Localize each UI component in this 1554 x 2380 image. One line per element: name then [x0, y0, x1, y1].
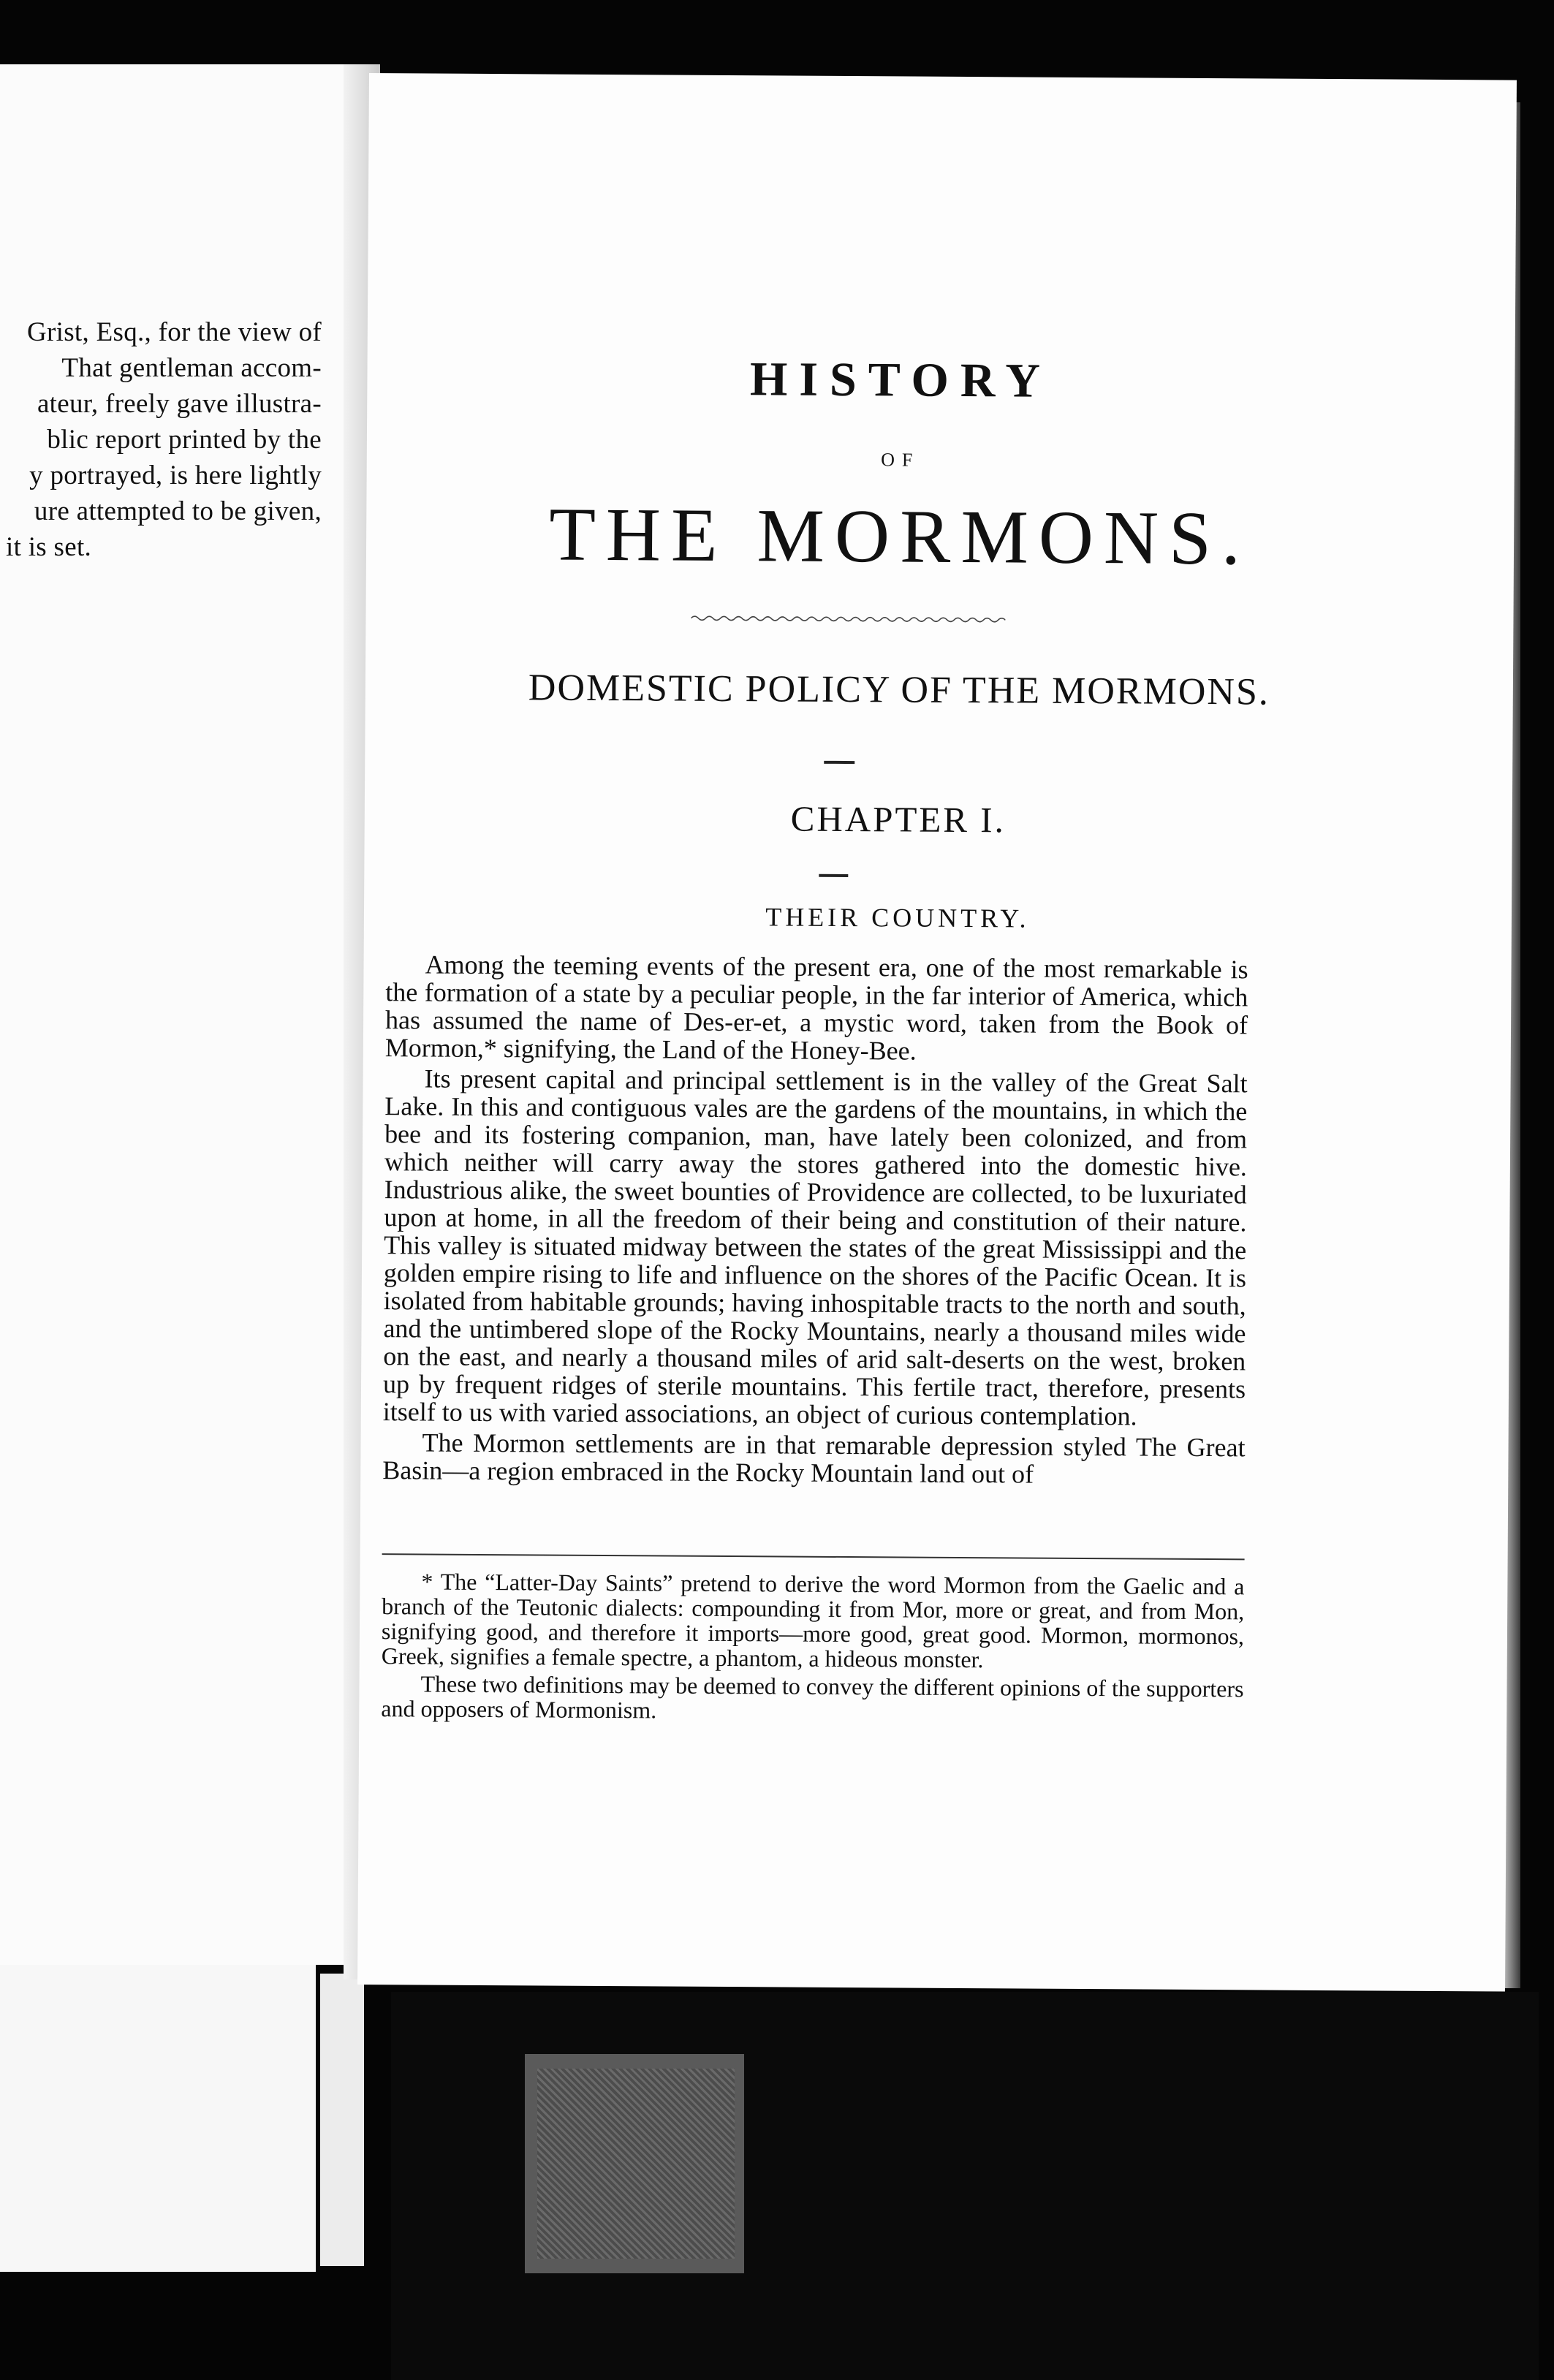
left-line: ure attempted to be given, — [34, 496, 322, 526]
left-page — [0, 64, 365, 1965]
chapter-subtitle: THEIR COUNTRY. — [765, 902, 1030, 933]
footnote: * The “Latter-Day Saints” pretend to derive the word Mormon from the Gaelic and a branch of the Teutonic dialects: compounding it from Mor, more or great, and from Mon, signifying good, and therefore it imports—more good, great good. Mormon, mormonos, Greek, signifies a female spectre, a phantom, a hideous monster. — [381, 1568, 1245, 1673]
book-title-main: THE MORMONS. — [548, 492, 1251, 581]
left-line: ateur, freely gave illustra- — [37, 389, 322, 419]
left-page-lower-edge — [0, 1965, 316, 2272]
section-title: DOMESTIC POLICY OF THE MORMONS. — [528, 667, 1270, 713]
footnote-rule — [382, 1553, 1245, 1560]
body-text — [382, 950, 1248, 1492]
paragraph: Its present capital and principal settlement is in the valley of the Great Salt Lake. In this and contiguous vales are the gardens of the mountains, in which the bee and its fostering companion, man, have lately been colonized, and from which neither will carry away the stores gathered into the domestic hive. Industrious alike, the sweet bounties of Providence are collected, to be luxuriated upon at home, in all the freedom of their being and constitution of their nature. This valley is situated midway between the states of the great Mississippi and the golden empire rising to life and influence on the shores of the Pacific Ocean. It is isolated from habitable grounds; having inhospitable tracts to the north and south, and the untimbered slope of the Rocky Mountains, nearly a thousand miles wide on the east, and nearly a thousand miles of arid salt-deserts on the west, broken up by frequent ridges of sterile mountains. This fertile tract, therefore, presents itself to us with varied associations, an object of curious contemplation. — [382, 1064, 1248, 1431]
ornamental-rule — [691, 613, 1005, 626]
page-edge-strip — [320, 1974, 364, 2266]
book-title: HISTORY — [749, 352, 1053, 408]
left-line: it is set. — [6, 532, 92, 562]
footnotes — [381, 1569, 1244, 1729]
right-page — [357, 73, 1517, 1992]
left-line: That gentleman accom- — [61, 353, 322, 383]
spine-label-texture — [537, 2069, 735, 2259]
left-page-text — [0, 314, 322, 565]
title-of: OF — [881, 449, 920, 471]
footnote: These two definitions may be deemed to convey the different opinions of the supporters and opposers of Mormonism. — [381, 1670, 1244, 1724]
left-line: y portrayed, is here lightly — [29, 461, 322, 490]
chapter-heading: CHAPTER I. — [790, 798, 1006, 841]
paragraph: The Mormon settlements are in that remarable depression styled The Great Basin—a region embraced in the Rocky Mountain land out of — [382, 1428, 1246, 1489]
divider-rule — [824, 761, 854, 764]
left-line: Grist, Esq., for the view of — [27, 317, 322, 347]
paragraph: Among the teeming events of the present era, one of the most remarkable is the formation of a state by a peculiar people, in the far interior of America, which has assumed the name of Des-er-et, a mystic word, taken from the Book of Mormon,* signifying, the Land of the Honey-Bee. — [384, 950, 1248, 1066]
left-line: blic report printed by the — [47, 425, 322, 455]
divider-rule — [819, 874, 848, 877]
